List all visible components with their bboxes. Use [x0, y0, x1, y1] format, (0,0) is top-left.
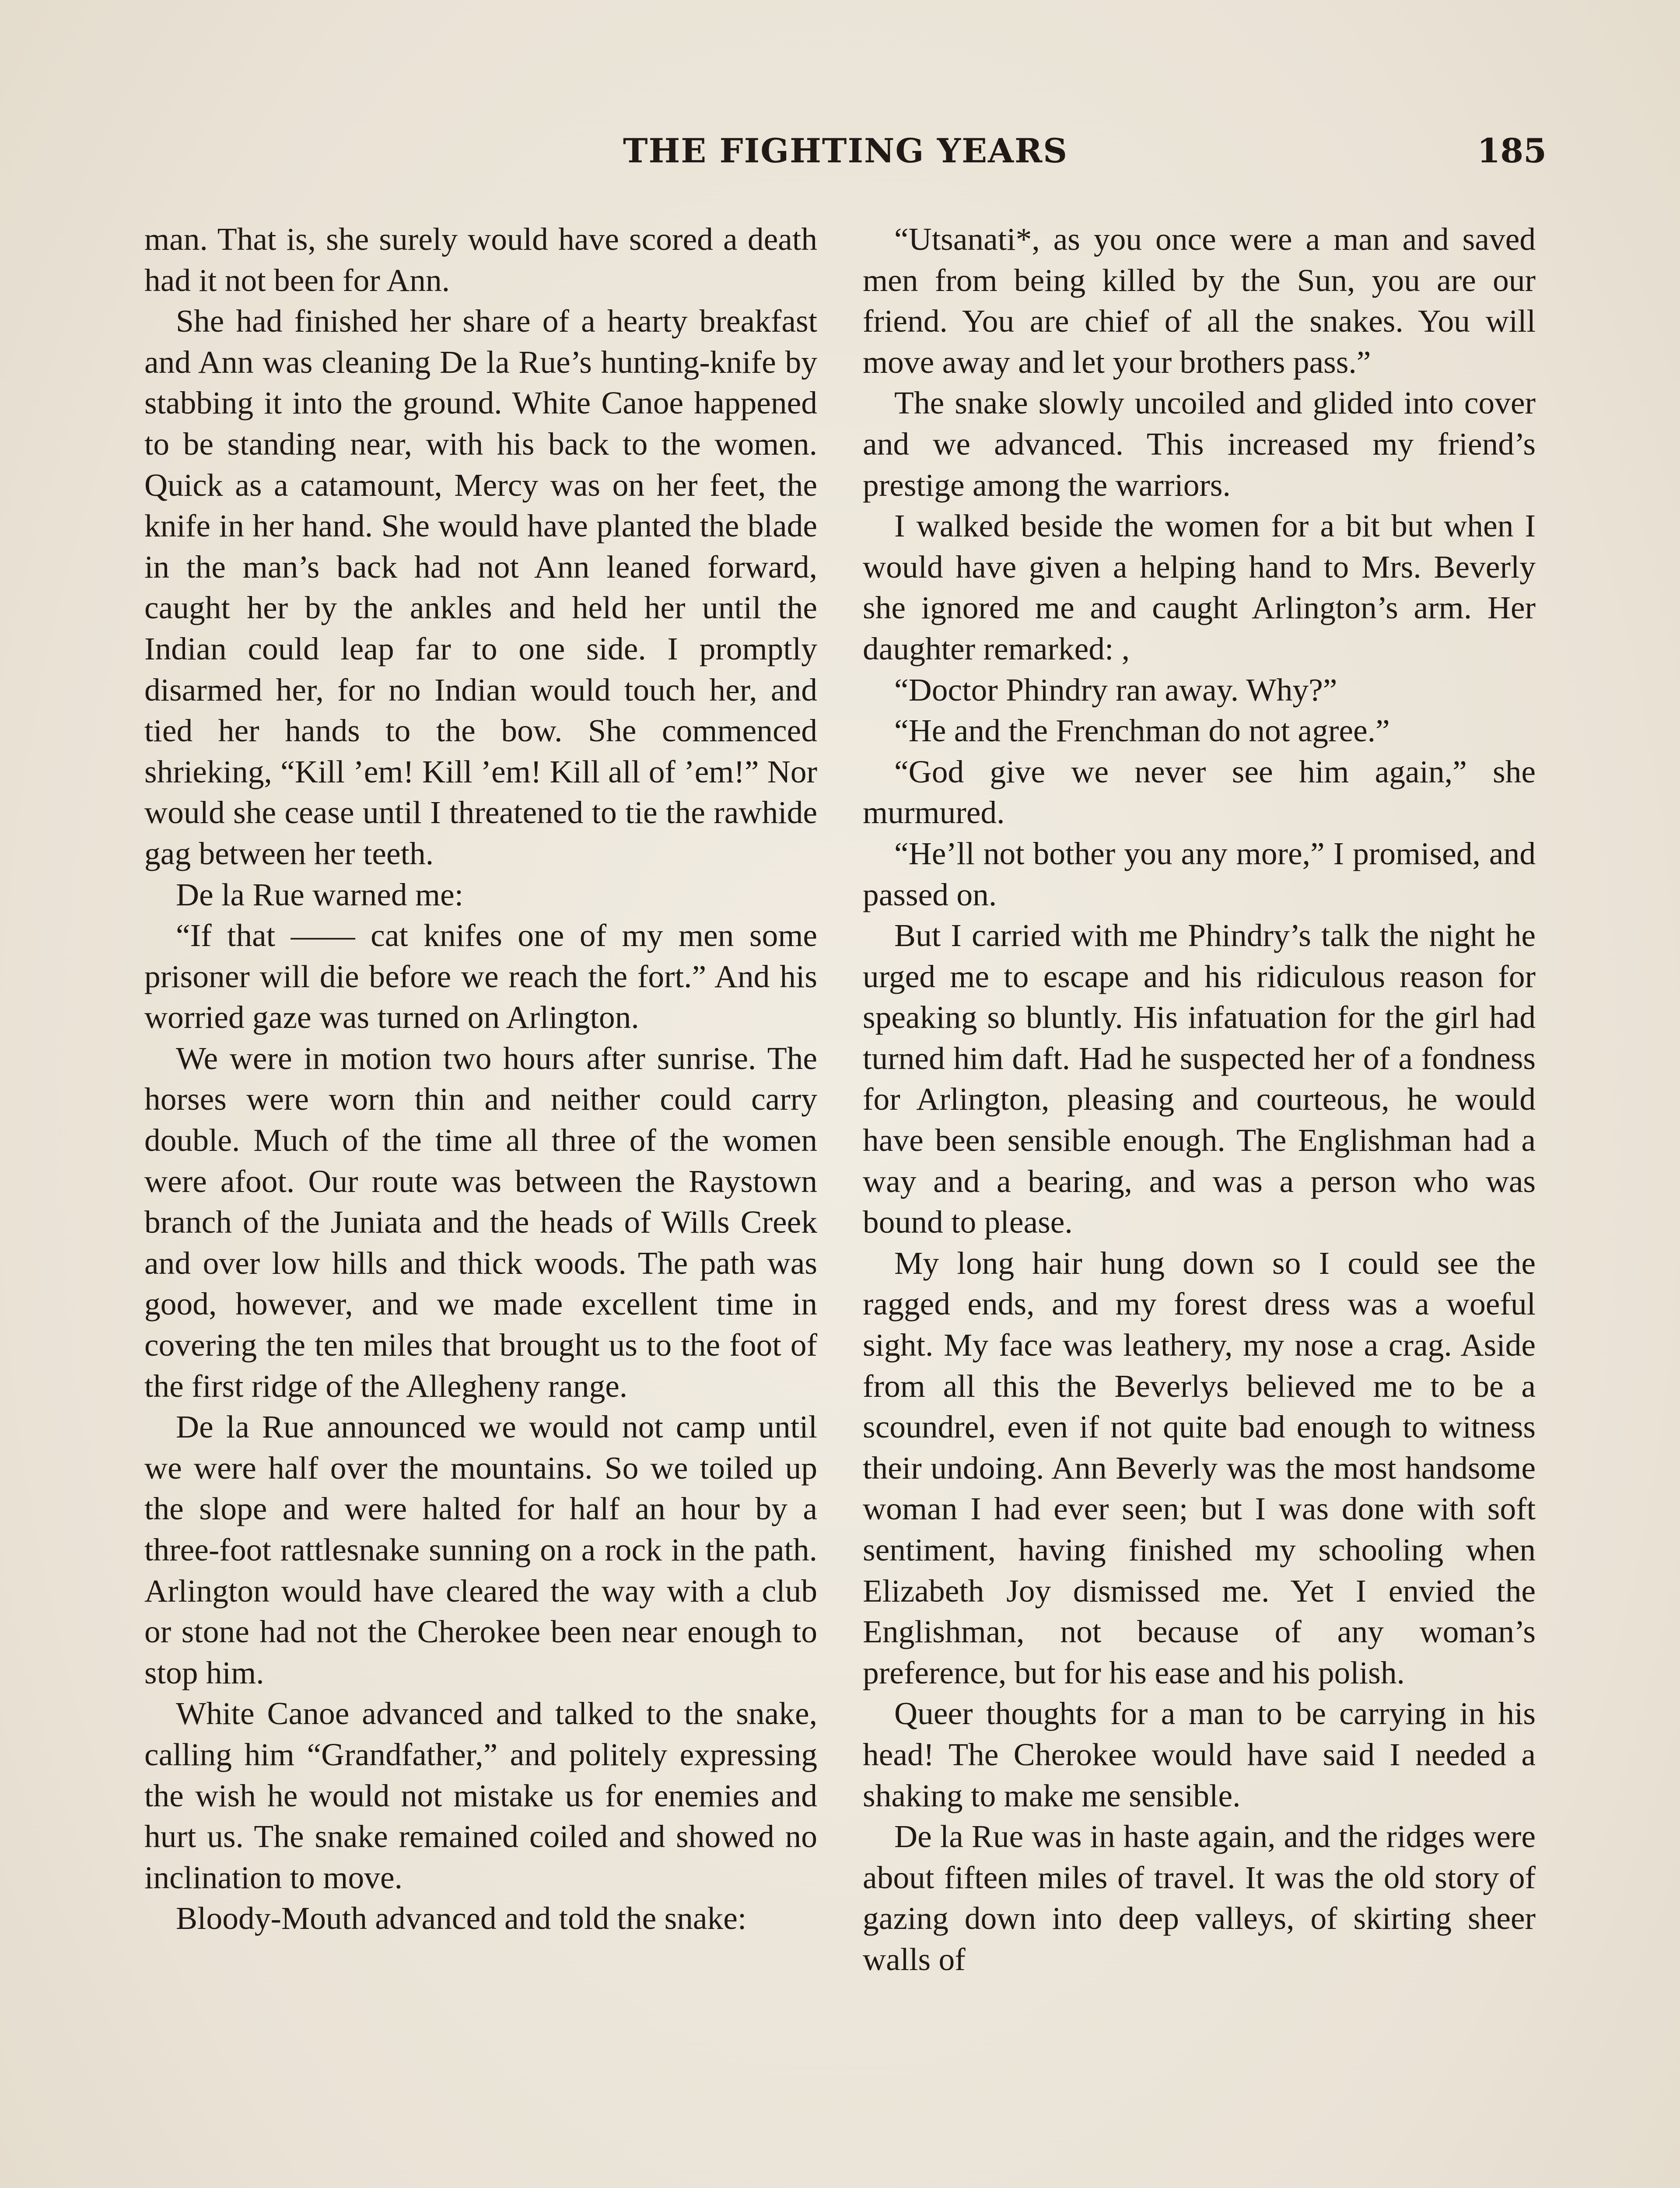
paragraph: “God give we never see him again,” she murmured.: [863, 754, 1536, 831]
paragraph: “He and the Frenchman do not agree.”: [894, 713, 1390, 749]
paragraph: “Doctor Phindry ran away. Why?”: [894, 672, 1337, 708]
paragraph: “He’ll not bother you any more,” I promised, and passed on.: [863, 835, 1536, 912]
page-header: [144, 131, 1547, 184]
paragraph: The snake slowly uncoiled and glided into cover and we advanced. This increased my friend’s prestige among the warriors.: [863, 385, 1536, 503]
paragraph: Queer thoughts for a man to be carrying in his head! The Cherokee would have said I needed a shaking to make me sensible.: [863, 1696, 1536, 1813]
paragraph: “If that —— cat knifes one of my men some prisoner will die before we reach the fort.” And his worried gaze was turned on Arlington.: [144, 918, 817, 1035]
paragraph: But I carried with me Phindry’s talk the night he urged me to escape and his ridiculous reason for speaking so bluntly. His infatuation for the girl had turned him daft. Had he suspected her of a fondness for Arlington, pleasing and courteous, he would have been sensible enough. The Englishman had a way and a bearing, and was a person who was bound to please.: [863, 918, 1536, 1240]
paragraph: De la Rue announced we would not camp until we were half over the mountains. So we toiled up the slope and were halted for half an hour by a three-foot rattlesnake sunning on a rock in the path. Arlington would have cleared the way with a club or stone had not the Cherokee been near enough to stop him.: [144, 1409, 817, 1690]
paragraph: “Utsanati*, as you once were a man and saved men from being killed by the Sun, you are our friend. You are chief of all the snakes. You will move away and let your brothers pass.”: [863, 221, 1536, 380]
paragraph: White Canoe advanced and talked to the snake, calling him “Grandfather,” and politely expressing the wish he would not mistake us for enemies and hurt us. The snake remained coiled and showed no inclination to move.: [144, 1696, 817, 1895]
paragraph: She had finished her share of a hearty breakfast and Ann was cleaning De la Rue’s hunting-knife by stabbing it into the ground. White Canoe happened to be standing near, with his back to the women. Quick as a catamount, Mercy was on her feet, the knife in her hand. She would have planted the blade in the man’s back had not Ann leaned forward, caught her by the ankles and held her until the Indian could leap far to one side. I promptly disarmed her, for no Indian would touch her, and tied her hands to the bow. She commenced shrieking, “Kill ’em! Kill ’em! Kill all of ’em!” Nor would she cease until I threatened to tie the rawhide gag between her teeth.: [144, 303, 817, 871]
right-column: [863, 219, 1536, 1980]
paragraph: Bloody-Mouth advanced and told the snake:: [176, 1900, 747, 1936]
paragraph: I walked beside the women for a bit but when I would have given a helping hand to Mrs. Beverly she ignored me and caught Arlington’s arm. Her daughter remarked: ,: [863, 508, 1536, 666]
paragraph: My long hair hung down so I could see the ragged ends, and my forest dress was a woeful sight. My face was leathery, my nose a crag. Aside from all this the Beverlys believed me to be a scoundrel, even if not quite bad enough to witness their undoing. Ann Beverly was the most handsome woman I had ever seen; but I was done with soft sentiment, having finished my schooling when Elizabeth Joy dismissed me. Yet I envied the Englishman, not because of any woman’s preference, but for his ease and his polish.: [863, 1245, 1536, 1690]
paragraph: De la Rue warned me:: [176, 877, 464, 912]
paragraph: man. That is, she surely would have scored a death had it not been for Ann.: [144, 221, 817, 298]
left-column: [144, 219, 817, 1939]
running-title: THE FIGHTING YEARS: [623, 131, 1068, 170]
paragraph: We were in motion two hours after sunrise. The horses were worn thin and neither could carry double. Much of the time all three of the women were afoot. Our route was between the Raystown branch of the Juniata and the heads of Wills Creek and over low hills and thick woods. The path was good, however, and we made excellent time in covering the ten miles that brought us to the foot of the first ridge of the Allegheny range.: [144, 1040, 817, 1404]
page-number: 185: [1477, 131, 1547, 170]
paragraph: De la Rue was in haste again, and the ridges were about fifteen miles of travel. It was the old story of gazing down into deep valleys, of skirting sheer walls of: [863, 1819, 1536, 1977]
